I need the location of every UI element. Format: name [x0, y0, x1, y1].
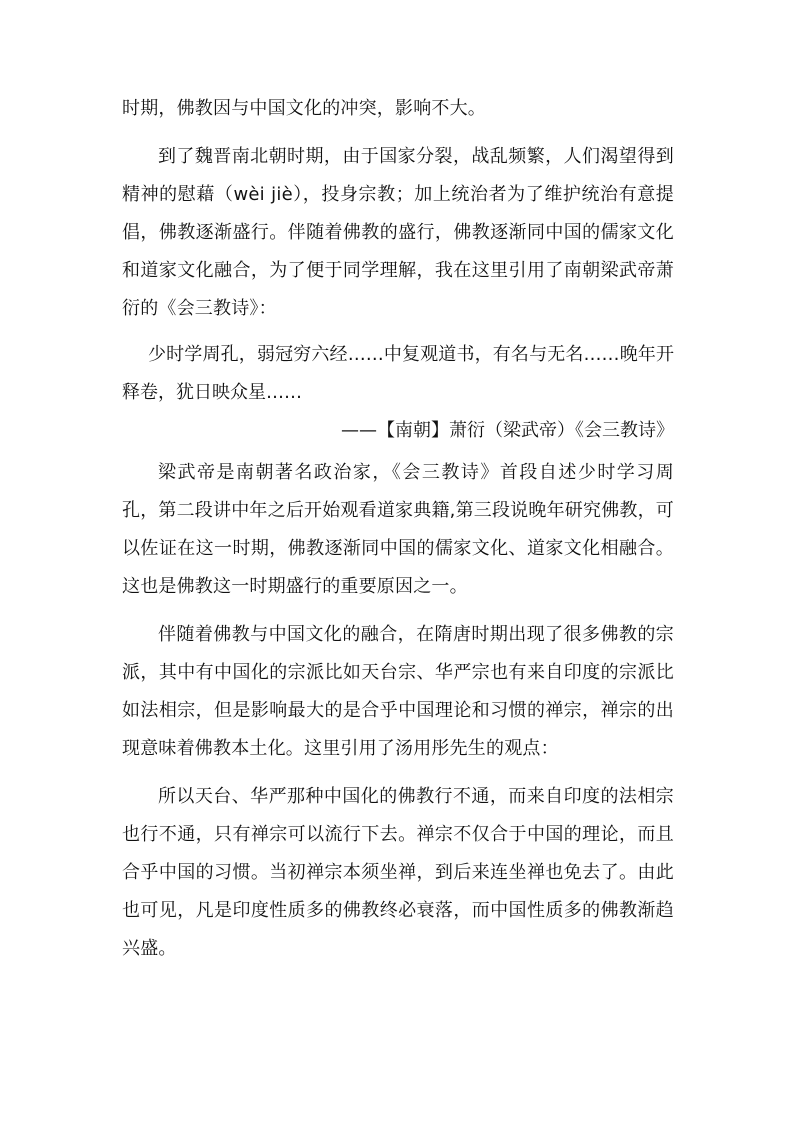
paragraph-3: 梁武帝是南朝著名政治家，《会三教诗》首段自述少时学习周孔，第二段讲中年之后开始观看道家典籍,第三段说晚年研究佛教，可以佐证在这一时期，佛教逐渐同中国的儒家文化、道家文化相融合。这也是佛教这一时期盛行的重要原因之一。 — [122, 462, 674, 597]
quote-attribution: ——【南朝】萧衍（梁武帝）《会三教诗》 — [341, 420, 674, 441]
paragraph-1: 时期，佛教因与中国文化的冲突，影响不大。 — [122, 98, 486, 119]
document-body — [122, 90, 674, 968]
paragraph-2: 到了魏晋南北朝时期，由于国家分裂，战乱频繁，人们渴望得到精神的慰藉（wèi jiè），投身宗教；加上统治者为了维护统治有意提倡，佛教逐渐盛行。伴随着佛教的盛行，佛教逐渐同中国的儒家文化和道家文化融合，为了便于同学理解，我在这里引用了南朝梁武帝萧衍的《会三教诗》： — [122, 146, 674, 319]
paragraph-4: 伴随着佛教与中国文化的融合，在隋唐时期出现了很多佛教的宗派，其中有中国化的宗派比如天台宗、华严宗也有来自印度的宗派比如法相宗，但是影响最大的是合乎中国理论和习惯的禅宗，禅宗的出现意味着佛教本土化。这里引用了汤用彤先生的观点： — [122, 624, 674, 759]
poem-quote: 少时学周孔，弱冠穷六经……中复观道书，有名与无名……晚年开释卷，犹日映众星…… — [122, 344, 674, 403]
paragraph-5: 所以天台、华严那种中国化的佛教行不通，而来自印度的法相宗也行不通，只有禅宗可以流行下去。禅宗不仅合于中国的理论，而且合乎中国的习惯。当初禅宗本须坐禅，到后来连坐禅也免去了。由此也可见，凡是印度性质多的佛教终必衰落，而中国性质多的佛教渐趋兴盛。 — [122, 786, 674, 959]
